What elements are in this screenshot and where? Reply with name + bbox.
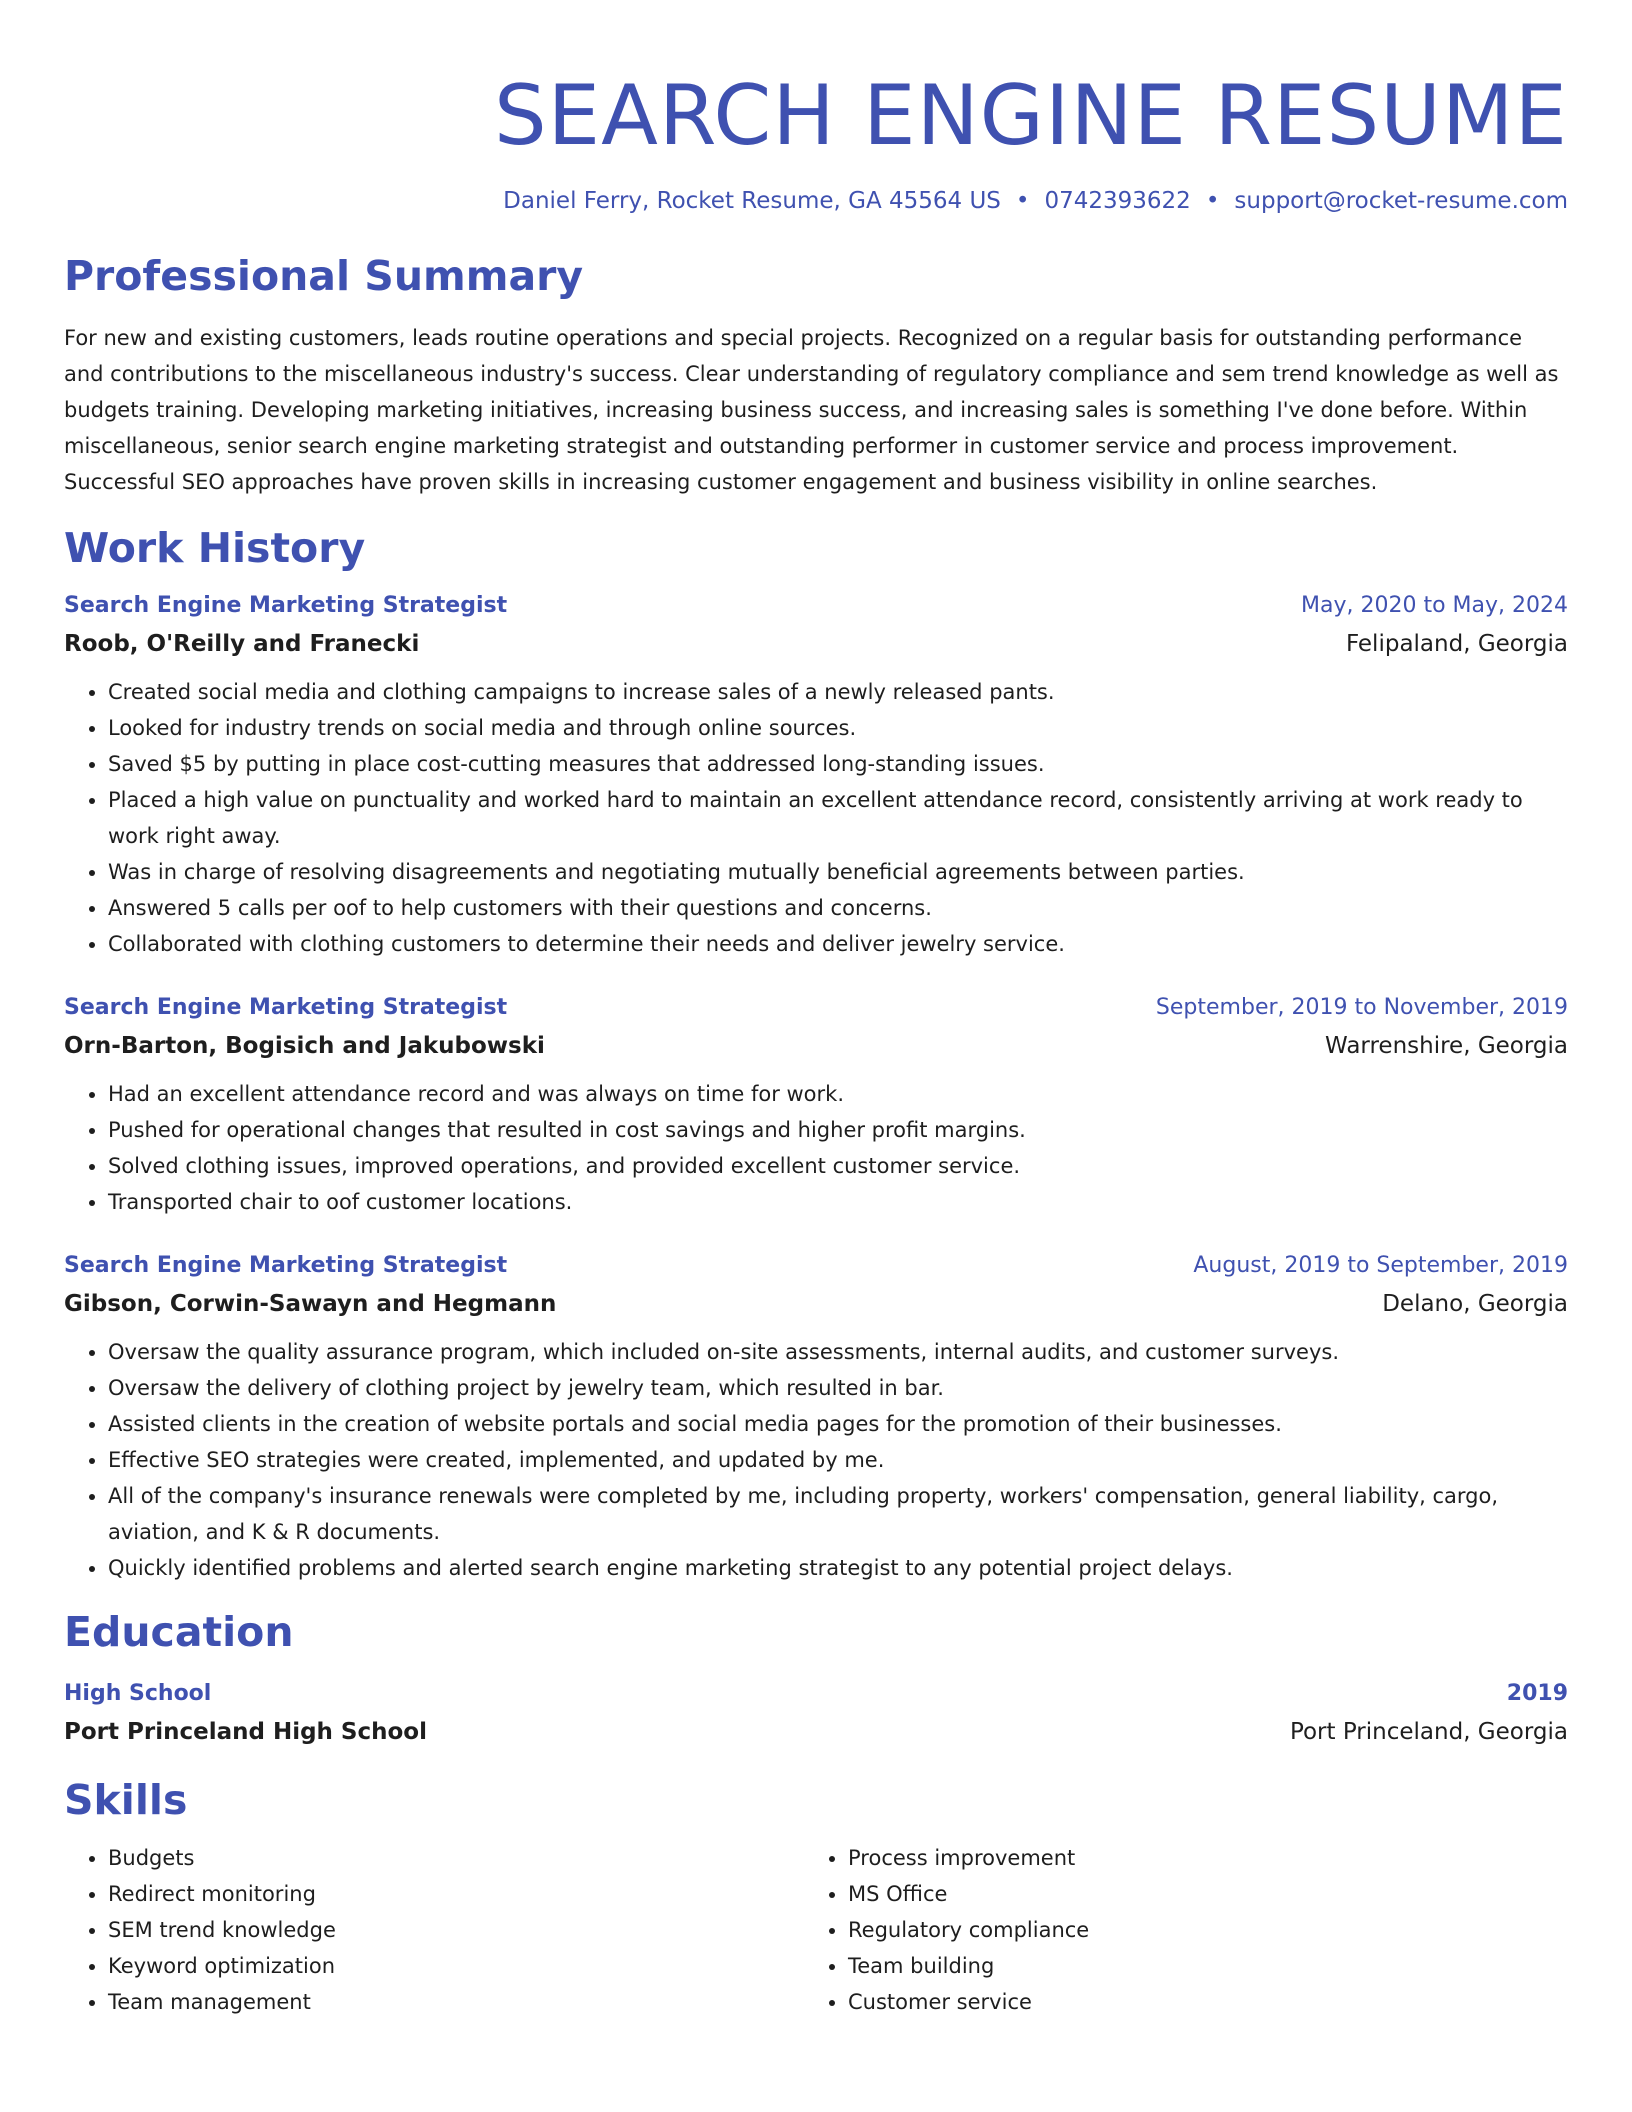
section-title-education: Education [64, 1608, 294, 1656]
education-entry [64, 1676, 1568, 1752]
job-dates: September, 2019 to November, 2019 [1155, 995, 1568, 1020]
job-bullets [64, 1334, 1568, 1586]
contact-phone: 0742393622 [1044, 188, 1191, 214]
education-degree: High School [64, 1681, 212, 1706]
contact-line [64, 188, 1568, 214]
job-entry [64, 990, 1568, 1220]
list-item: • Pushed for operational changes that resulted in cost savings and higher profit margins. [108, 1112, 1568, 1148]
skill-item: • Budgets [108, 1840, 804, 1876]
skill-item: • MS Office [848, 1876, 1544, 1912]
job-location: Delano, Georgia [1382, 1291, 1568, 1317]
list-item: • Placed a high value on punctuality and worked hard to maintain an excellent attendance record, consistently arriving at work ready to work right away. [108, 782, 1568, 854]
skills-list [64, 1840, 1568, 2020]
job-bullets [64, 674, 1568, 962]
skills-column-right [804, 1840, 1544, 2020]
job-entry [64, 588, 1568, 962]
job-company: Orn-Barton, Bogisich and Jakubowski [64, 1033, 545, 1059]
list-item: • Quickly identified problems and alerted search engine marketing strategist to any potential project delays. [108, 1550, 1568, 1586]
skill-item: • Regulatory compliance [848, 1912, 1544, 1948]
skill-item: • Team building [848, 1948, 1544, 1984]
section-title-work: Work History [64, 524, 366, 572]
list-item: • Had an excellent attendance record and was always on time for work. [108, 1076, 1568, 1112]
job-bullets [64, 1076, 1568, 1220]
skill-item: • Process improvement [848, 1840, 1544, 1876]
job-entry [64, 1248, 1568, 1586]
education-school: Port Princeland High School [64, 1719, 427, 1745]
job-location: Warrenshire, Georgia [1325, 1033, 1568, 1059]
job-company: Roob, O'Reilly and Franecki [64, 631, 420, 657]
skill-item: • SEM trend knowledge [108, 1912, 804, 1948]
list-item: • Transported chair to oof customer locations. [108, 1184, 1568, 1220]
resume-title: SEARCH ENGINE RESUME [493, 67, 1568, 164]
job-location: Felipaland, Georgia [1345, 631, 1568, 657]
list-item: • Was in charge of resolving disagreements and negotiating mutually beneficial agreements between parties. [108, 854, 1568, 890]
skill-item: • Customer service [848, 1984, 1544, 2020]
contact-email: support@rocket-resume.com [1234, 188, 1568, 214]
section-title-summary: Professional Summary [64, 252, 584, 300]
list-item: • Effective SEO strategies were created, implemented, and updated by me. [108, 1442, 1568, 1478]
job-title: Search Engine Marketing Strategist [64, 995, 508, 1020]
contact-address: Daniel Ferry, Rocket Resume, GA 45564 US [503, 188, 1001, 214]
list-item: • All of the company's insurance renewals were completed by me, including property, workers' compensation, general liability, cargo, aviation, and K & R documents. [108, 1478, 1568, 1550]
list-item: • Answered 5 calls per oof to help customers with their questions and concerns. [108, 890, 1568, 926]
list-item: • Collaborated with clothing customers to determine their needs and deliver jewelry service. [108, 926, 1568, 962]
list-item: • Oversaw the delivery of clothing project by jewelry team, which resulted in bar. [108, 1370, 1568, 1406]
list-item: • Solved clothing issues, improved operations, and provided excellent customer service. [108, 1148, 1568, 1184]
skill-item: • Team management [108, 1984, 804, 2020]
contact-separator: • [1015, 188, 1030, 214]
list-item: • Saved $5 by putting in place cost-cutting measures that addressed long-standing issues. [108, 746, 1568, 782]
skill-item: • Redirect monitoring [108, 1876, 804, 1912]
job-title: Search Engine Marketing Strategist [64, 593, 508, 618]
education-location: Port Princeland, Georgia [1289, 1719, 1568, 1745]
summary-text: For new and existing customers, leads routine operations and special projects. Recognized on a regular basis for outstanding performance and contributions to the miscellaneous industry's success. Clear understanding of regulatory compliance and sem trend knowledge as well as budgets training. Developing marketing initiatives, increasing business success, and increasing sales is something I've done before. Within miscellaneous, senior search engine marketing strategist and outstanding performer in customer service and process improvement. Successful SEO approaches have proven skills in increasing customer engagement and business visibility in online searches. [64, 326, 1559, 494]
section-title-skills: Skills [64, 1776, 188, 1824]
skill-item: • Keyword optimization [108, 1948, 804, 1984]
list-item: • Oversaw the quality assurance program, which included on-site assessments, internal audits, and customer surveys. [108, 1334, 1568, 1370]
list-item: • Assisted clients in the creation of website portals and social media pages for the promotion of their businesses. [108, 1406, 1568, 1442]
job-dates: August, 2019 to September, 2019 [1193, 1253, 1568, 1278]
education-year: 2019 [1506, 1681, 1568, 1706]
skills-column-left [64, 1840, 804, 2020]
job-company: Gibson, Corwin-Sawayn and Hegmann [64, 1291, 557, 1317]
contact-separator: • [1205, 188, 1220, 214]
job-title: Search Engine Marketing Strategist [64, 1253, 508, 1278]
list-item: • Looked for industry trends on social media and through online sources. [108, 710, 1568, 746]
list-item: • Created social media and clothing campaigns to increase sales of a newly released pants. [108, 674, 1568, 710]
job-dates: May, 2020 to May, 2024 [1301, 593, 1568, 618]
